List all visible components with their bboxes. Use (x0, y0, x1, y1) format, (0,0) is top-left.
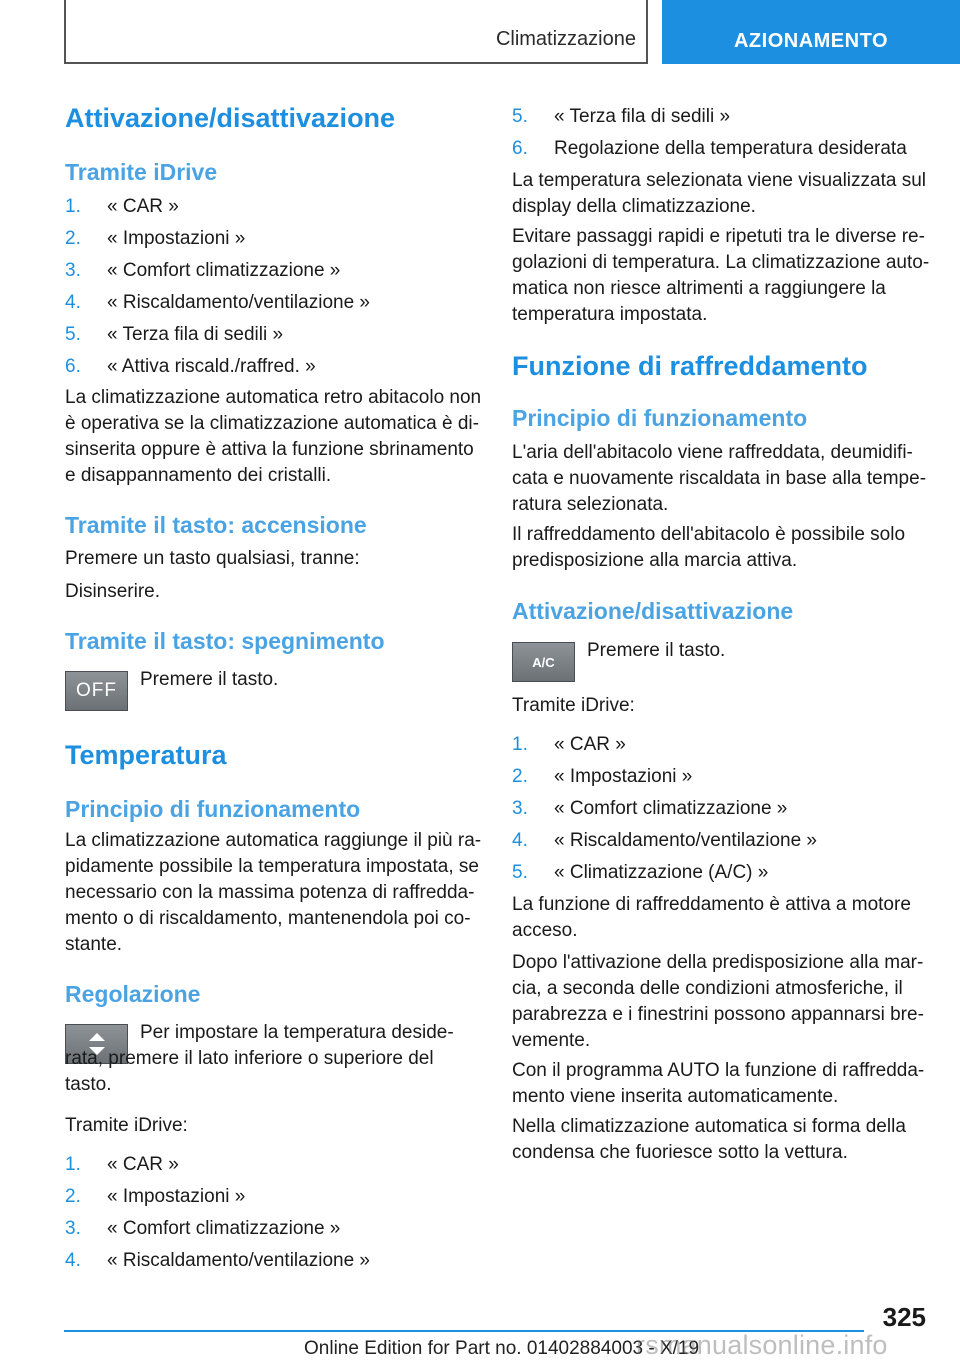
ac-button-icon: A/C (512, 642, 575, 682)
heading-activation: Attivazione/disattivazione (512, 598, 794, 624)
paragraph-idrive-label: Tramite iDrive: (65, 1115, 188, 1136)
heading-regulation: Regolazione (65, 981, 201, 1007)
heading-key-off: Tramite il tasto: spegnimento (65, 628, 385, 654)
paragraph-key-on-1: Premere un tasto qualsiasi, tranne: (65, 548, 360, 569)
paragraph-temp-display: La temperatura selezionata viene visualizzata sul display della climatizzazione. (512, 170, 927, 217)
list-item: 4. « Riscaldamento/ventilazione » (65, 1250, 370, 1271)
list-item: 3. « Comfort climatizzazione » (65, 1218, 341, 1239)
list-item: 5. « Climatizzazione (A/C) » (512, 862, 769, 883)
regulation-steps-list (65, 1152, 485, 1280)
paragraph-temp-warning: Evitare passaggi rapidi e ripetuti tra le diverse re-golazioni di temperatura. La climatizzazione auto-matica non riesce altrimenti a raggiungere la temperatura impostata. (512, 226, 930, 325)
paragraph-press: Premere il tasto. (587, 640, 726, 661)
page-number: 325 (882, 1302, 926, 1332)
paragraph-key-on-2: Disinserire. (65, 581, 161, 602)
paragraph-principle: La climatizzazione automatica raggiunge il più ra-pidamente possibile la temperatura impostata, se necessario con la massima potenza di raffredda-mento o di riscaldamento, mantenendola poi co-stante. (65, 830, 482, 955)
list-item: 1. « CAR » (65, 196, 179, 217)
list-item: 2. « Impostazioni » (65, 1186, 246, 1207)
heading-via-idrive: Tramite iDrive (65, 159, 218, 185)
footer-edition: Online Edition for Part no. 01402884003 - X/19 (304, 1338, 700, 1359)
list-item: 1. « CAR » (512, 734, 626, 755)
heading-key-on: Tramite il tasto: accensione (65, 512, 367, 538)
heading-principle: Principio di funzionamento (512, 405, 808, 431)
header-chapter-tab[interactable]: AZIONAMENTO (662, 0, 960, 64)
idrive-steps-list (65, 194, 485, 386)
paragraph-cooling-1: L'aria dell'abitacolo viene raffreddata, deumidifi-cata e nuovamente riscaldata in base alla tempe-ratura selezionata. (512, 442, 927, 515)
list-item: 4. « Riscaldamento/ventilazione » (512, 830, 817, 851)
list-item: 3. « Comfort climatizzazione » (65, 260, 341, 281)
heading-temperature: Temperatura (65, 740, 227, 770)
heading-cooling: Funzione di raffreddamento (512, 351, 868, 381)
list-item: 1. « CAR » (65, 1154, 179, 1175)
list-item: 2. « Impostazioni » (65, 228, 246, 249)
paragraph-auto-program: Con il programma AUTO la funzione di raffredda-mento viene inserita automaticamente. (512, 1060, 925, 1107)
heading-activation: Attivazione/disattivazione (65, 103, 396, 133)
list-item: 6. « Attiva riscald./raffred. » (65, 356, 316, 377)
list-item: 6. Regolazione della temperatura desiderata (512, 138, 907, 159)
paragraph-idrive-label: Tramite iDrive: (512, 695, 635, 716)
paragraph-regulation: Per impostare la temperatura deside-rata, premere il lato inferiore o superiore del tasto. (65, 1022, 454, 1095)
heading-principle: Principio di funzionamento (65, 796, 361, 822)
paragraph-rear-auto: La climatizzazione automatica retro abitacolo non è operativa se la climatizzazione automatica è di-sinserita oppure è attiva la funzione sbrinamento e disappannamento dei cristalli. (65, 387, 482, 486)
paragraph-cooling-2: Il raffreddamento dell'abitacolo è possibile solo predisposizione alla marcia attiva. (512, 524, 906, 571)
list-item: 5. « Terza fila di sedili » (512, 106, 731, 127)
paragraph-fog: Dopo l'attivazione della predisposizione alla mar-cia, a seconda delle condizioni atmosferiche, il parabrezza e i finestrini possono appannarsi bre-vemente. (512, 952, 924, 1051)
regulation-steps-continued (512, 104, 932, 168)
paragraph-condensation: Nella climatizzazione automatica si forma della condensa che fuoriesce sotto la vettura. (512, 1116, 906, 1163)
paragraph-ac-engine: La funzione di raffreddamento è attiva a motore acceso. (512, 894, 911, 941)
list-item: 3. « Comfort climatizzazione » (512, 798, 788, 819)
header-section-title: Climatizzazione (495, 28, 636, 50)
paragraph-key-off: Premere il tasto. (140, 669, 279, 690)
ac-steps-list (512, 732, 932, 892)
list-item: 4. « Riscaldamento/ventilazione » (65, 292, 370, 313)
watermark: rsmanualsonline.info (636, 1330, 888, 1360)
list-item: 2. « Impostazioni » (512, 766, 693, 787)
list-item: 5. « Terza fila di sedili » (65, 324, 284, 345)
off-button-icon: OFF (65, 671, 128, 711)
